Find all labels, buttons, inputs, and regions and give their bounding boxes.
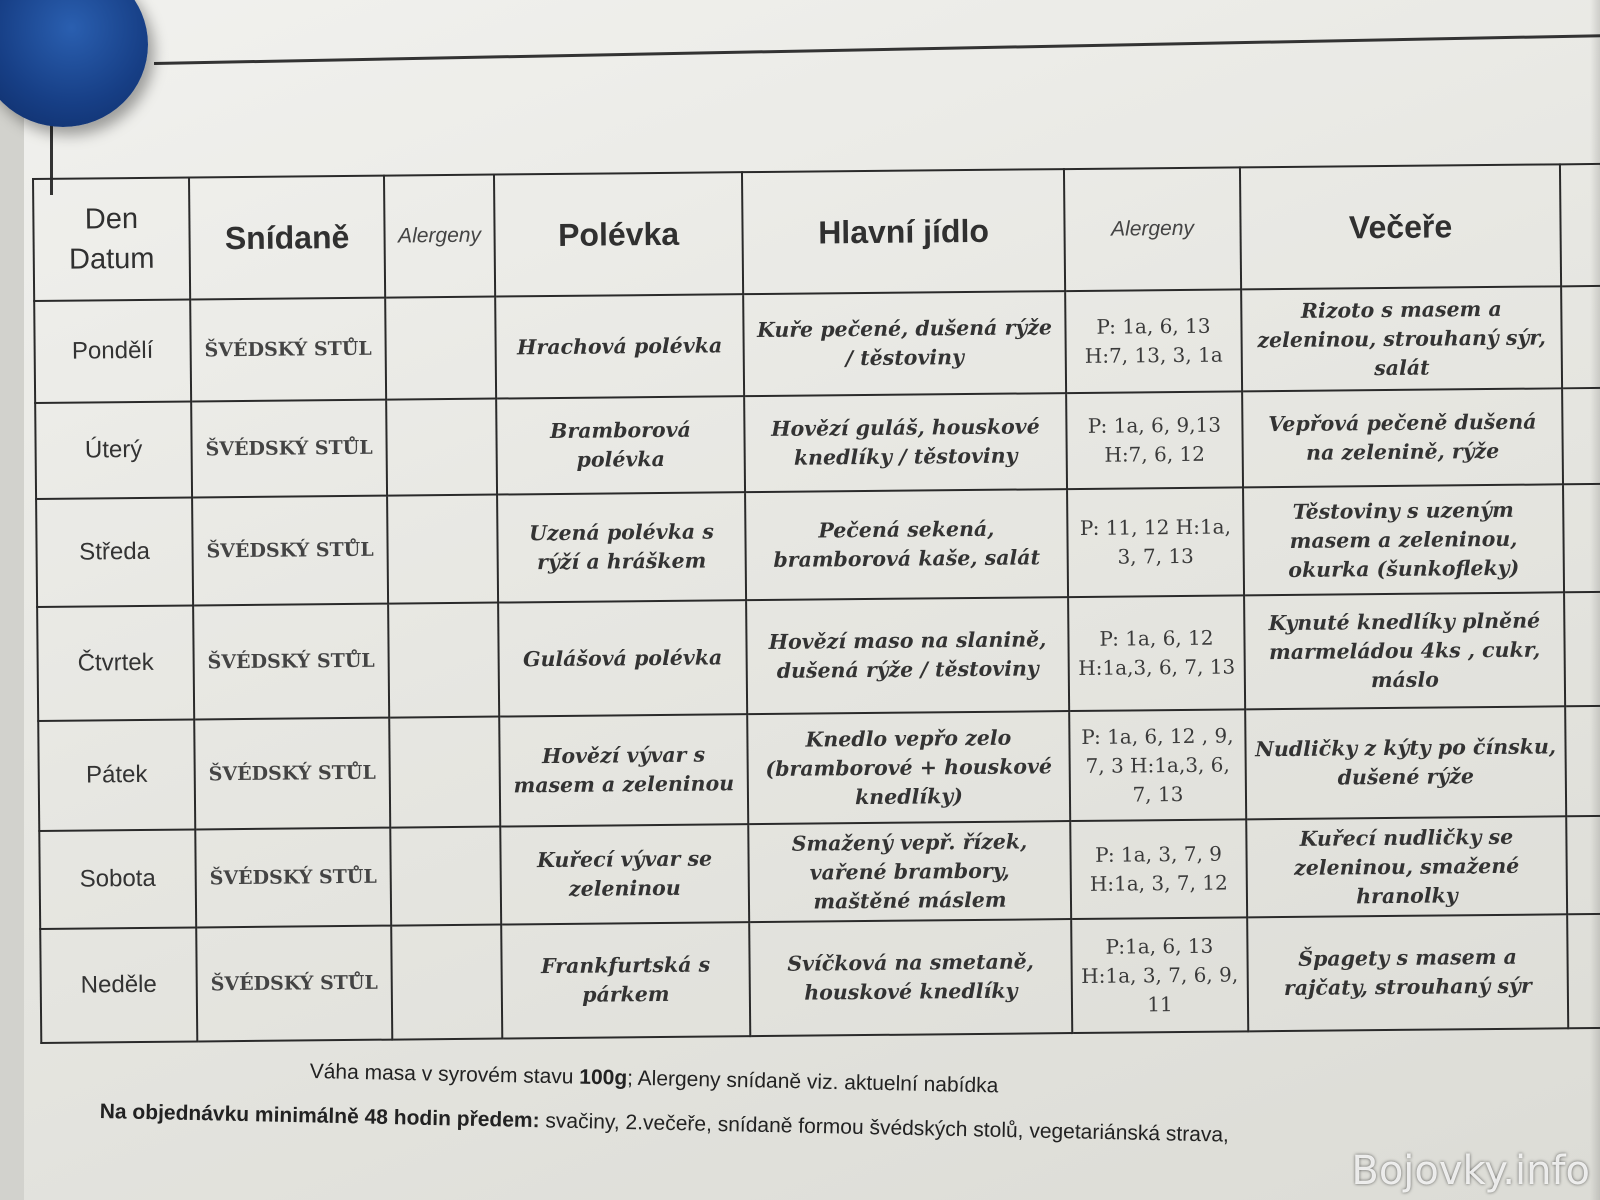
extra-cell — [1563, 484, 1600, 592]
table-row — [35, 388, 1600, 499]
breakfast-cell: ŠVÉDSKÝ STŮL — [192, 496, 388, 606]
allergens-cell: P:1a, 6, 13 H:1a, 3, 7, 6, 9, 11 — [1071, 917, 1248, 1033]
soup-cell: Gulášová polévka — [498, 600, 747, 716]
dinner-cell: Kuřecí nudličky se zeleninou, smažené hranolky — [1246, 816, 1567, 917]
main-dish-cell: Pečená sekená, bramborová kaše, salát — [745, 489, 1068, 600]
breakfast-allergens-cell — [391, 925, 502, 1040]
header-allergens-breakfast: Alergeny — [384, 175, 495, 298]
soup-cell: Kuřecí vývar se zeleninou — [500, 824, 749, 924]
header-breakfast: Snídaně — [189, 176, 385, 300]
breakfast-cell: ŠVÉDSKÝ STŮL — [196, 926, 392, 1042]
header-day-label: Den — [84, 202, 139, 236]
breakfast-cell: ŠVÉDSKÝ STŮL — [195, 828, 391, 928]
order-note-heading: Na objednávku minimálně 48 hodin předem: — [99, 1100, 540, 1133]
day-cell: Úterý — [35, 401, 192, 498]
allergens-cell: P: 1a, 6, 12 H:1a,3, 6, 7, 13 — [1068, 595, 1245, 711]
day-cell: Sobota — [39, 829, 196, 928]
breakfast-allergens-cell — [385, 297, 496, 400]
header-rule — [154, 34, 1600, 65]
soup-cell: Hovězí vývar s masem a zeleninou — [499, 714, 748, 826]
breakfast-cell: ŠVÉDSKÝ STŮL — [193, 604, 389, 720]
extra-cell — [1566, 816, 1600, 914]
dinner-cell: Vepřová pečeně dušená na zelenině, rýže — [1242, 388, 1563, 487]
breakfast-allergens-cell — [389, 717, 500, 828]
extra-cell — [1562, 388, 1600, 484]
menu-table-wrapper — [32, 163, 1600, 1044]
main-dish-cell: Kuře pečené, dušená rýže / těstoviny — [743, 291, 1066, 396]
header-dinner: Večeře — [1240, 164, 1561, 289]
extra-cell — [1565, 706, 1600, 816]
dinner-cell: Těstoviny s uzeným masem a zeleninou, okurka (šunkofleky) — [1243, 484, 1564, 595]
soup-cell: Hrachová polévka — [495, 294, 744, 398]
allergens-cell: P: 1a, 6, 13 H:7, 13, 3, 1a — [1065, 289, 1242, 393]
breakfast-allergens-cell — [387, 495, 498, 604]
order-note-text: svačiny, 2.večeře, snídaně formou švédských stolů, vegetariánská strava, — [539, 1109, 1230, 1147]
header-day — [33, 177, 190, 300]
header-date-label: Datum — [68, 242, 155, 276]
day-cell: Neděle — [40, 927, 197, 1042]
breakfast-cell: ŠVÉDSKÝ STŮL — [191, 400, 387, 498]
soup-cell: Uzená polévka s rýží a hráškem — [497, 492, 746, 602]
table-row — [40, 914, 1600, 1043]
dinner-cell: Špagety s masem a rajčaty, strouhaný sýr — [1247, 914, 1568, 1031]
extra-cell — [1564, 592, 1600, 706]
header-extra — [1560, 164, 1600, 286]
breakfast-cell: ŠVÉDSKÝ STŮL — [190, 298, 386, 402]
allergens-cell: P: 11, 12 H:1a, 3, 7, 13 — [1067, 487, 1244, 597]
day-cell: Pondělí — [34, 299, 191, 402]
extra-cell — [1567, 914, 1600, 1028]
breakfast-allergens-cell — [388, 603, 499, 718]
meat-weight-value: 100g — [579, 1065, 628, 1090]
header-row — [33, 164, 1600, 301]
allergens-cell: P: 1a, 6, 12 , 9, 7, 3 H:1a,3, 6, 7, 13 — [1069, 709, 1246, 821]
day-cell: Pátek — [38, 719, 195, 830]
dinner-cell: Kynuté knedlíky plněné marmeládou 4ks , cukr, máslo — [1244, 592, 1565, 709]
breakfast-allergens-cell — [386, 399, 497, 496]
main-dish-cell: Smažený vepř. řízek, vařené brambory, maštěné máslem — [748, 821, 1071, 922]
table-row — [36, 484, 1600, 607]
day-cell: Středa — [36, 497, 193, 606]
table-row — [37, 592, 1600, 721]
main-dish-cell: Knedlo vepřo zelo (bramborové + houskové knedlíky) — [747, 711, 1070, 824]
allergens-cell: P: 1a, 6, 9,13 H:7, 6, 12 — [1066, 391, 1243, 489]
breakfast-allergens-note: ; Alergeny snídaně viz. aktuelní nabídka — [626, 1066, 999, 1098]
main-dish-cell: Hovězí guláš, houskové knedlíky / těstoviny — [744, 393, 1067, 492]
header-soup: Polévka — [494, 172, 743, 296]
weekly-menu-table — [32, 163, 1600, 1044]
extra-cell — [1561, 286, 1600, 388]
soup-cell: Bramborová polévka — [496, 396, 745, 494]
dinner-cell: Nudličky z kýty po čínsku, dušené rýže — [1245, 706, 1566, 819]
watermark: Bojovky.info — [1351, 1148, 1590, 1194]
meat-weight-text: Váha masa v syrovém stavu — [309, 1060, 580, 1089]
table-row — [34, 286, 1600, 403]
day-cell: Čtvrtek — [37, 605, 194, 720]
allergens-cell: P: 1a, 3, 7, 9 H:1a, 3, 7, 12 — [1070, 819, 1247, 919]
dinner-cell: Rizoto s masem a zeleninou, strouhaný sýr, salát — [1241, 286, 1562, 391]
table-row — [38, 706, 1600, 831]
breakfast-cell: ŠVÉDSKÝ STŮL — [194, 718, 390, 830]
header-main-dish: Hlavní jídlo — [742, 169, 1065, 294]
breakfast-allergens-cell — [390, 827, 501, 926]
header-allergens-main: Alergeny — [1064, 167, 1241, 291]
main-dish-cell: Svíčková na smetaně, houskové knedlíky — [749, 919, 1072, 1036]
table-row — [39, 816, 1600, 929]
soup-cell: Frankfurtská s párkem — [501, 922, 750, 1038]
main-dish-cell: Hovězí maso na slanině, dušená rýže / těstoviny — [746, 597, 1069, 714]
